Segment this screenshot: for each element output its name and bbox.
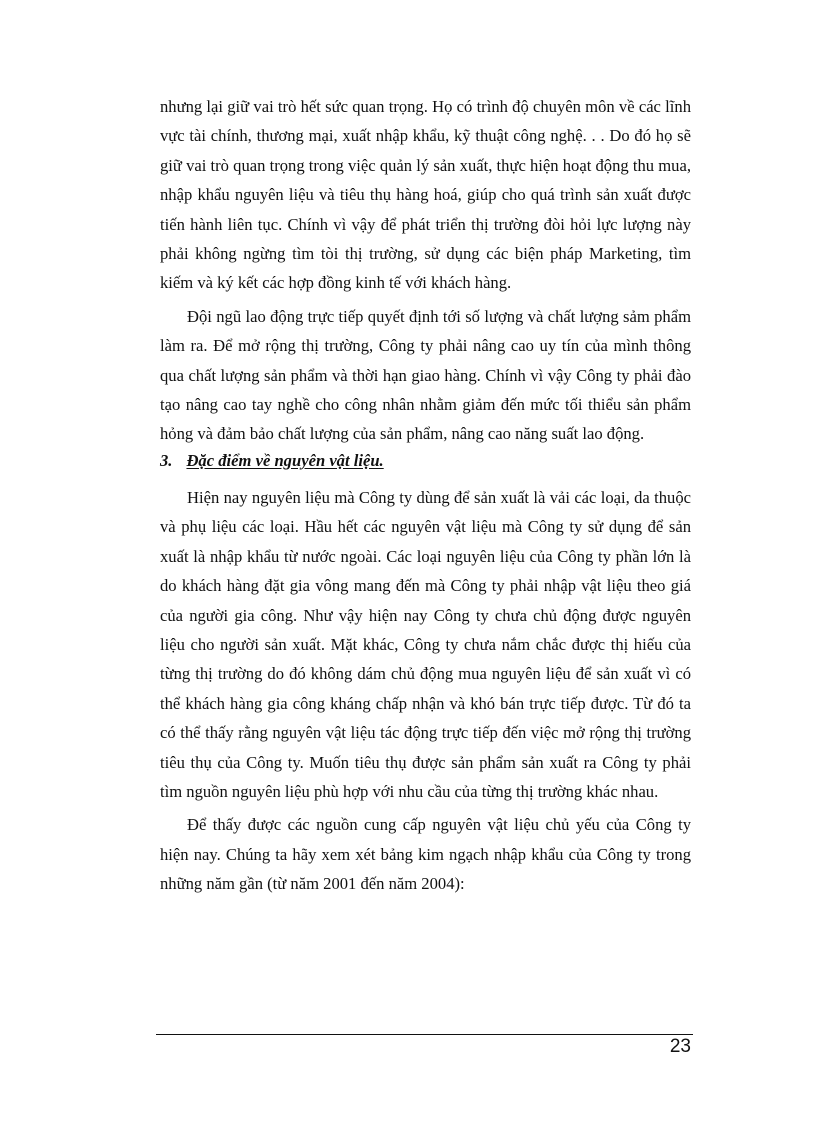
paragraph-1: nhưng lại giữ vai trò hết sức quan trọng. Họ có trình độ chuyên môn về các lĩnh vực tài chính, thương mại, xuất nhập khẩu, kỹ thuật công nghệ. . . Do đó họ sẽ giữ vai trò quan trọng trong việc quản lý sản xuất, thực hiện hoạt động thu mua, nhập khẩu nguyên liệu và tiêu thụ hàng hoá, giúp cho quá trình sản xuất được tiến hành liên tục. Chính vì vậy để phát triển thị trường đòi hỏi lực lượng này phải không ngừng tìm tòi thị trường, sử dụng các biện pháp Marketing, tìm kiếm và ký kết các hợp đồng kinh tế với khách hàng. (160, 97, 691, 293)
body-text-top (160, 92, 691, 449)
page-number: 23 (669, 1036, 691, 1057)
paragraph-3: Hiện nay nguyên liệu mà Công ty dùng để sản xuất là vải các loại, da thuộc và phụ liệu các loại. Hầu hết các nguyên vật liệu mà Công ty sử dụng để sản xuất là nhập khẩu từ nước ngoài. Các loại nguyên liệu của Công ty phần lớn là do khách hàng đặt gia vông mang đến mà Công ty phải nhập vật liệu theo giá của người gia công. Như vậy hiện nay Công ty chưa chủ động được nguyên liệu cho người sản xuất. Mặt khác, Công ty chưa nắm chắc được thị hiếu của từng thị trường do đó không dám chủ động mua nguyên liệu để sản xuất vì có thể khách hàng gia công kháng chấp nhận và khó bán trực tiếp được. Từ đó ta có thể thấy rằng nguyên vật liệu tác động trực tiếp đến việc mở rộng thị trường tiêu thụ của Công ty. Muốn tiêu thụ được sản phẩm sản xuất ra Công ty phải tìm nguồn nguyên liệu phù hợp với nhu cầu của từng thị trường khác nhau. (160, 488, 691, 802)
body-text-bottom (160, 483, 691, 899)
footer-divider (156, 1034, 693, 1035)
section-number: 3. (160, 451, 173, 470)
section-heading (160, 446, 691, 475)
paragraph-4: Để thấy được các nguồn cung cấp nguyên vật liệu chủ yếu của Công ty hiện nay. Chúng ta hãy xem xét bảng kim ngạch nhập khẩu của Công ty trong những năm gần (từ năm 2001 đến năm 2004): (160, 815, 691, 894)
section-title: Đặc điểm về nguyên vật liệu. (186, 451, 384, 470)
paragraph-2: Đội ngũ lao động trực tiếp quyết định tới số lượng và chất lượng sảm phẩm làm ra. Để mở rộng thị trường, Công ty phải nâng cao uy tín của mình thông qua chất lượng sản phẩm và thời hạn giao hàng. Chính vì vậy Công ty phải đào tạo nâng cao tay nghề cho công nhân nhằm giảm đến mức tối thiểu sản phẩm hỏng và đảm bảo chất lượng của sản phẩm, nâng cao năng suất lao động. (160, 306, 691, 444)
